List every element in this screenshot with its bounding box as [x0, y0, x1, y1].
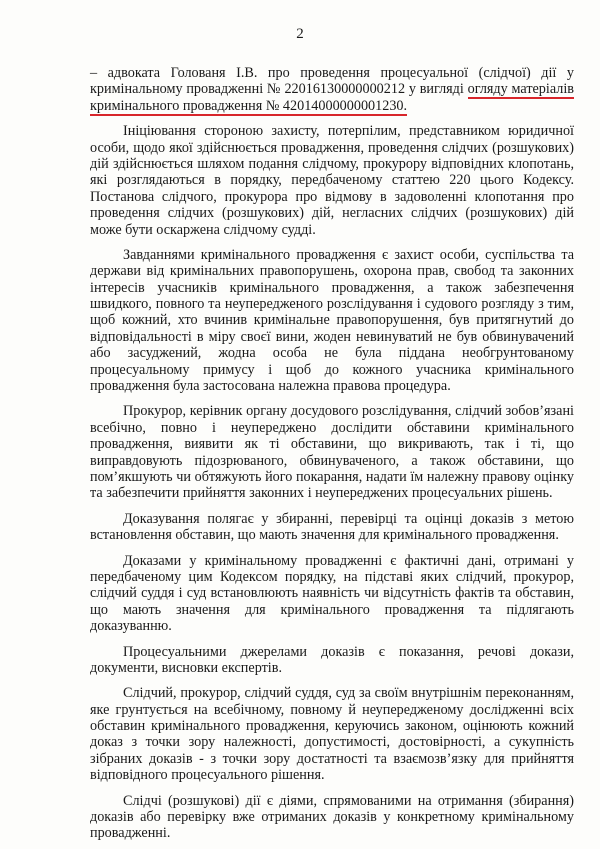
- text-line: Слідчий, прокурор, слідчий суддя, суд за своїм внутрішнім переконанням,: [123, 685, 574, 702]
- text-line: передбаченому цим Кодексом порядку, на підставі яких слідчий, прокурор,: [90, 568, 574, 585]
- text-line: яке грунтується на всебічному, повному й неупередженому дослідженні всіх: [90, 701, 574, 718]
- highlighted-text: кримінального провадження № 42014000000001230.: [90, 97, 408, 114]
- text-line: Слідчі (розшукові) дії є діями, спрямованими на отримання (збирання): [123, 792, 574, 809]
- text-line: всебічно, повно і неупереджено дослідити обставини кримінального: [90, 419, 574, 436]
- paragraph-9: [90, 793, 574, 842]
- highlighted-text: огляду матеріалів: [467, 81, 574, 98]
- text-line: доказів або перевірку вже отриманих доказів у конкретному кримінальному: [90, 809, 574, 826]
- paragraph-8: [90, 685, 574, 783]
- paragraph-2: [90, 123, 574, 238]
- text-line: Ініціювання стороною захисту, потерпілим, представником юридичної: [123, 123, 574, 140]
- text-line: інтересів учасників кримінального провадження, а також забезпечення: [90, 279, 574, 296]
- document-body: [90, 65, 574, 851]
- text-line: може бути оскаржена слідчому судді.: [90, 221, 316, 238]
- text-line: пом’якшують чи обтяжують його покарання, надати їм належну правову оцінку: [90, 468, 574, 485]
- paragraph-4: [90, 403, 574, 501]
- paragraph-5: [90, 511, 574, 544]
- text-line: обставин кримінального провадження, керуючись законом, оцінюють кожний: [90, 718, 574, 735]
- text-line: щоб кожний, хто вчинив кримінальне правопорушення, був притягнутий до: [90, 312, 574, 329]
- text-line: відповідальності в міру своєї вини, жоден невинуватий не був обвинувачений: [90, 328, 574, 345]
- text-line: держави від кримінальних правопорушень, охорона прав, свобод та законних: [90, 263, 574, 280]
- text-line: Завданнями кримінального провадження є захист особи, суспільства та: [123, 246, 574, 263]
- line-segment-plain: [90, 81, 574, 99]
- text-line: або засуджений, жодна особа не була піддана необгрунтованому: [90, 345, 574, 362]
- text-line: зібраних доказів - з точки зору достатності та взаємозв’язку для прийняття: [90, 750, 574, 767]
- paragraph-3: [90, 247, 574, 395]
- text-line: Доказами у кримінальному провадженні є фактичні дані, отримані у: [123, 552, 574, 569]
- text-line: особи, щодо якої здійснюється провадження, проведення слідчих (розшукових): [90, 139, 574, 156]
- text-line: та забезпечити прийняття законних і неупереджених процесуальних рішень.: [90, 485, 553, 502]
- text-line: провадження, виявити як ті обставини, що викривають, так і ті, що: [90, 436, 574, 453]
- text-line: [90, 81, 574, 97]
- text-line: Процесуальними джерелами доказів є показання, речові докази,: [123, 643, 574, 660]
- text-line: встановлення обставин, що мають значення для кримінального провадження.: [90, 527, 559, 544]
- text-line: швидкого, повного та неупередженого розслідування і судового розгляду з тим,: [90, 296, 574, 313]
- text-line: – адвоката Голованя І.В. про проведення процесуальної (слідчої) дії у: [90, 65, 574, 81]
- text-line: процесуальному примусу і щоб до кожного учасника кримінального: [90, 361, 574, 378]
- text-line: проведення слідчих (розшукових) дій, негласних слідчих (розшукових) дій: [90, 205, 574, 222]
- paragraph-7: [90, 644, 574, 677]
- text-line: Постанова слідчого, прокурора про відмову в задоволенні клопотання про: [90, 188, 574, 205]
- text-line: доказуванню.: [90, 618, 172, 635]
- paragraph-6: [90, 553, 574, 635]
- text-line: дій здійснюється шляхом подання слідчому, прокурору відповідних клопотань,: [90, 155, 574, 172]
- text-line: [90, 98, 574, 114]
- text-line: Доказування полягає у збиранні, перевірці та оцінці доказів з метою: [123, 510, 574, 527]
- line-segment-plain: кримінальному провадженні № 22016130000000212 у вигляді: [90, 81, 468, 98]
- page-number: 2: [296, 26, 304, 42]
- text-line: що мають значення для кримінального провадження та підлягають: [90, 601, 574, 618]
- text-line: доказ з точки зору належності, допустимості, достовірності, а сукупність: [90, 734, 574, 751]
- text-line: документи, висновки експертів.: [90, 659, 282, 676]
- text-line: провадженні.: [90, 825, 171, 842]
- paragraph-1: [90, 65, 574, 114]
- text-line: провадження була застосована належна правова процедура.: [90, 378, 451, 395]
- text-line: слідчий суддя і суд встановлюють наявність чи відсутність фактів та обставин,: [90, 585, 574, 602]
- text-line: які розглядаються в порядку, передбаченому статтею 220 цього Кодексу.: [90, 172, 574, 189]
- text-line: Прокурор, керівник органу досудового розслідування, слідчий зобов’язані: [123, 403, 574, 420]
- text-line: виправдовують підозрюваного, обвинуваченого, а також обставини, що: [90, 452, 574, 469]
- text-line: відповідного процесуального рішення.: [90, 767, 325, 784]
